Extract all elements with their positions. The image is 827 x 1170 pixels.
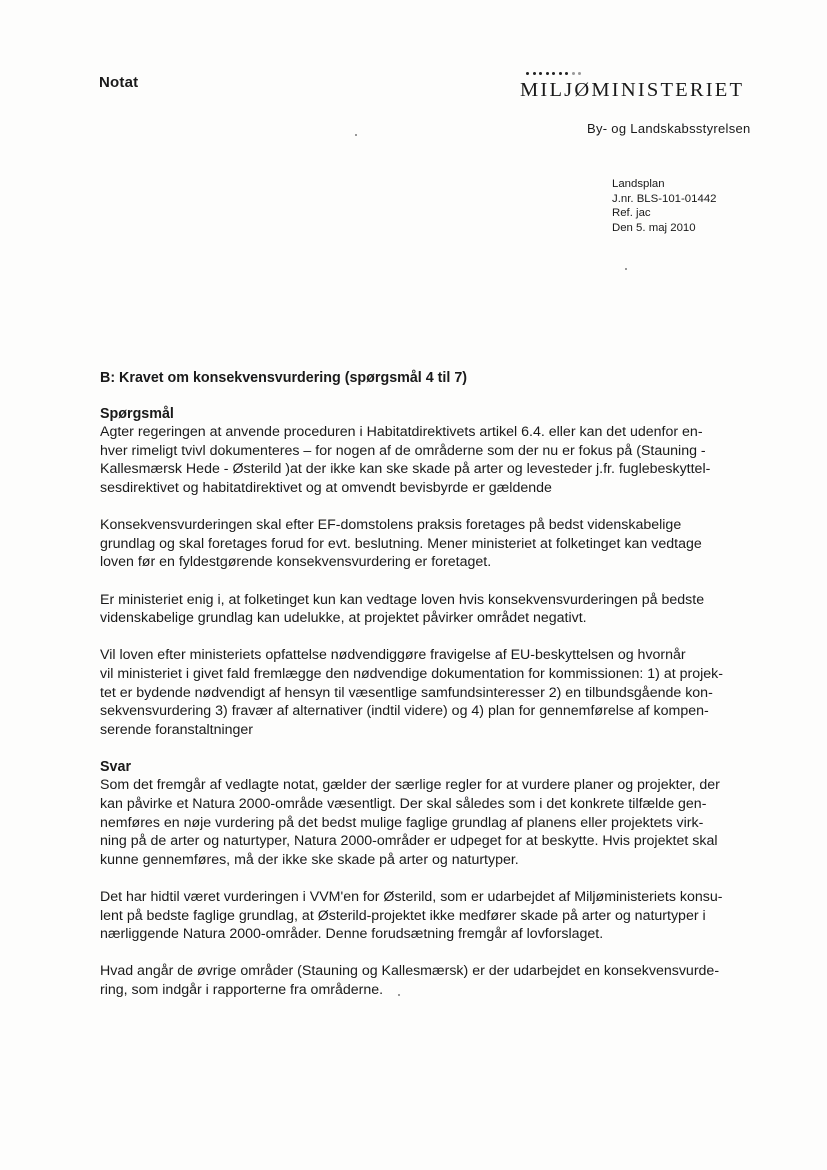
document-meta (612, 177, 716, 235)
meta-line: Ref. jac (612, 207, 651, 220)
question-paragraph: Agter regeringen at anvende proceduren i Habitatdirektivets artikel 6.4. eller kan det udenfor en- hver rimeligt tvivl dokumenteres – for nogen af de områderne som der nu er fokus på (Stauning - Kallesmærsk Hede - Østerild )at der ikke kan ske skade på arter og levesteder j.fr. fuglebeskyttel- sesdirektivet og habitatdirektivet og at omvendt bevisbyrde er gældende (100, 424, 711, 496)
ministry-name: MILJØMINISTERIET (520, 79, 745, 101)
question-heading: Spørgsmål (100, 405, 174, 422)
document-body (100, 369, 780, 1000)
ministry-logo (520, 70, 765, 102)
scan-speck (355, 134, 357, 136)
question-paragraph: Vil loven efter ministeriets opfattelse nødvendiggøre fravigelse af EU-beskyttelsen og hvornår vil ministeriet i givet fald fremlægge den nødvendige dokumentation for kommissionen: 1) at projek- tet er bydende nødvendigt af hensyn til væsentlige samfundsinteresser 2) en tilbundsgående kon- sekvensvurdering 3) fravær af alternativer (indtil videre) og 4) plan for gennemførelse af kompen- serende foranstaltninger (100, 647, 723, 738)
answer-paragraph: Som det fremgår af vedlagte notat, gælder der særlige regler for at vurdere planer og projekter, der kan påvirke et Natura 2000-område væsentligt. Der skal således som i det konkrete tilfælde gen- nemføres en nøje vurdering på det bedst mulige faglige grundlag af planens eller projektets virk- ning på de arter og naturtyper, Natura 2000-områder er udpeget for at beskytte. Hvis projektet skal kunne gennemføres, må der ikke ske skade på arter og naturtyper. (100, 777, 720, 868)
question-paragraph: Er ministeriet enig i, at folketinget kun kan vedtage loven hvis konsekvensvurderingen på bedste videnskabelige grundlag kan udelukke, at projektet påvirker området negativt. (100, 591, 705, 627)
section-title: B: Kravet om konsekvensvurdering (spørgsmål 4 til 7) (100, 370, 468, 386)
document-type-label: Notat (99, 74, 139, 91)
scan-speck (398, 994, 400, 996)
answer-paragraph: Hvad angår de øvrige områder (Stauning og Kallesmærsk) er der udarbejdet en konsekvensvurde- ring, som indgår i rapporterne fra områderne. (100, 963, 720, 998)
scan-speck (625, 268, 627, 270)
meta-line: Den 5. maj 2010 (612, 221, 696, 234)
meta-line: Landsplan (612, 178, 665, 190)
answer-heading: Svar (100, 758, 132, 775)
meta-line: J.nr. BLS-101-01442 (612, 192, 717, 205)
logo-dots-icon (526, 70, 765, 76)
answer-paragraph: Det har hidtil været vurderingen i VVM'en for Østerild, som er udarbejdet af Miljøministeriets konsu- lent på bedste faglige grundlag, at Østerild-projektet ikke medfører skade på arter og naturtyper i nærliggende Natura 2000-områder. Denne forudsætning fremgår af lovforslaget. (100, 889, 723, 943)
question-paragraph: Konsekvensvurderingen skal efter EF-domstolens praksis foretages på bedst videnskabelige grundlag og skal foretages forud for evt. beslutning. Mener ministeriet at folketinget kan vedtage loven før en fyldestgørende konsekvensvurdering er foretaget. (100, 517, 702, 571)
agency-name: By- og Landskabsstyrelsen (587, 121, 751, 136)
